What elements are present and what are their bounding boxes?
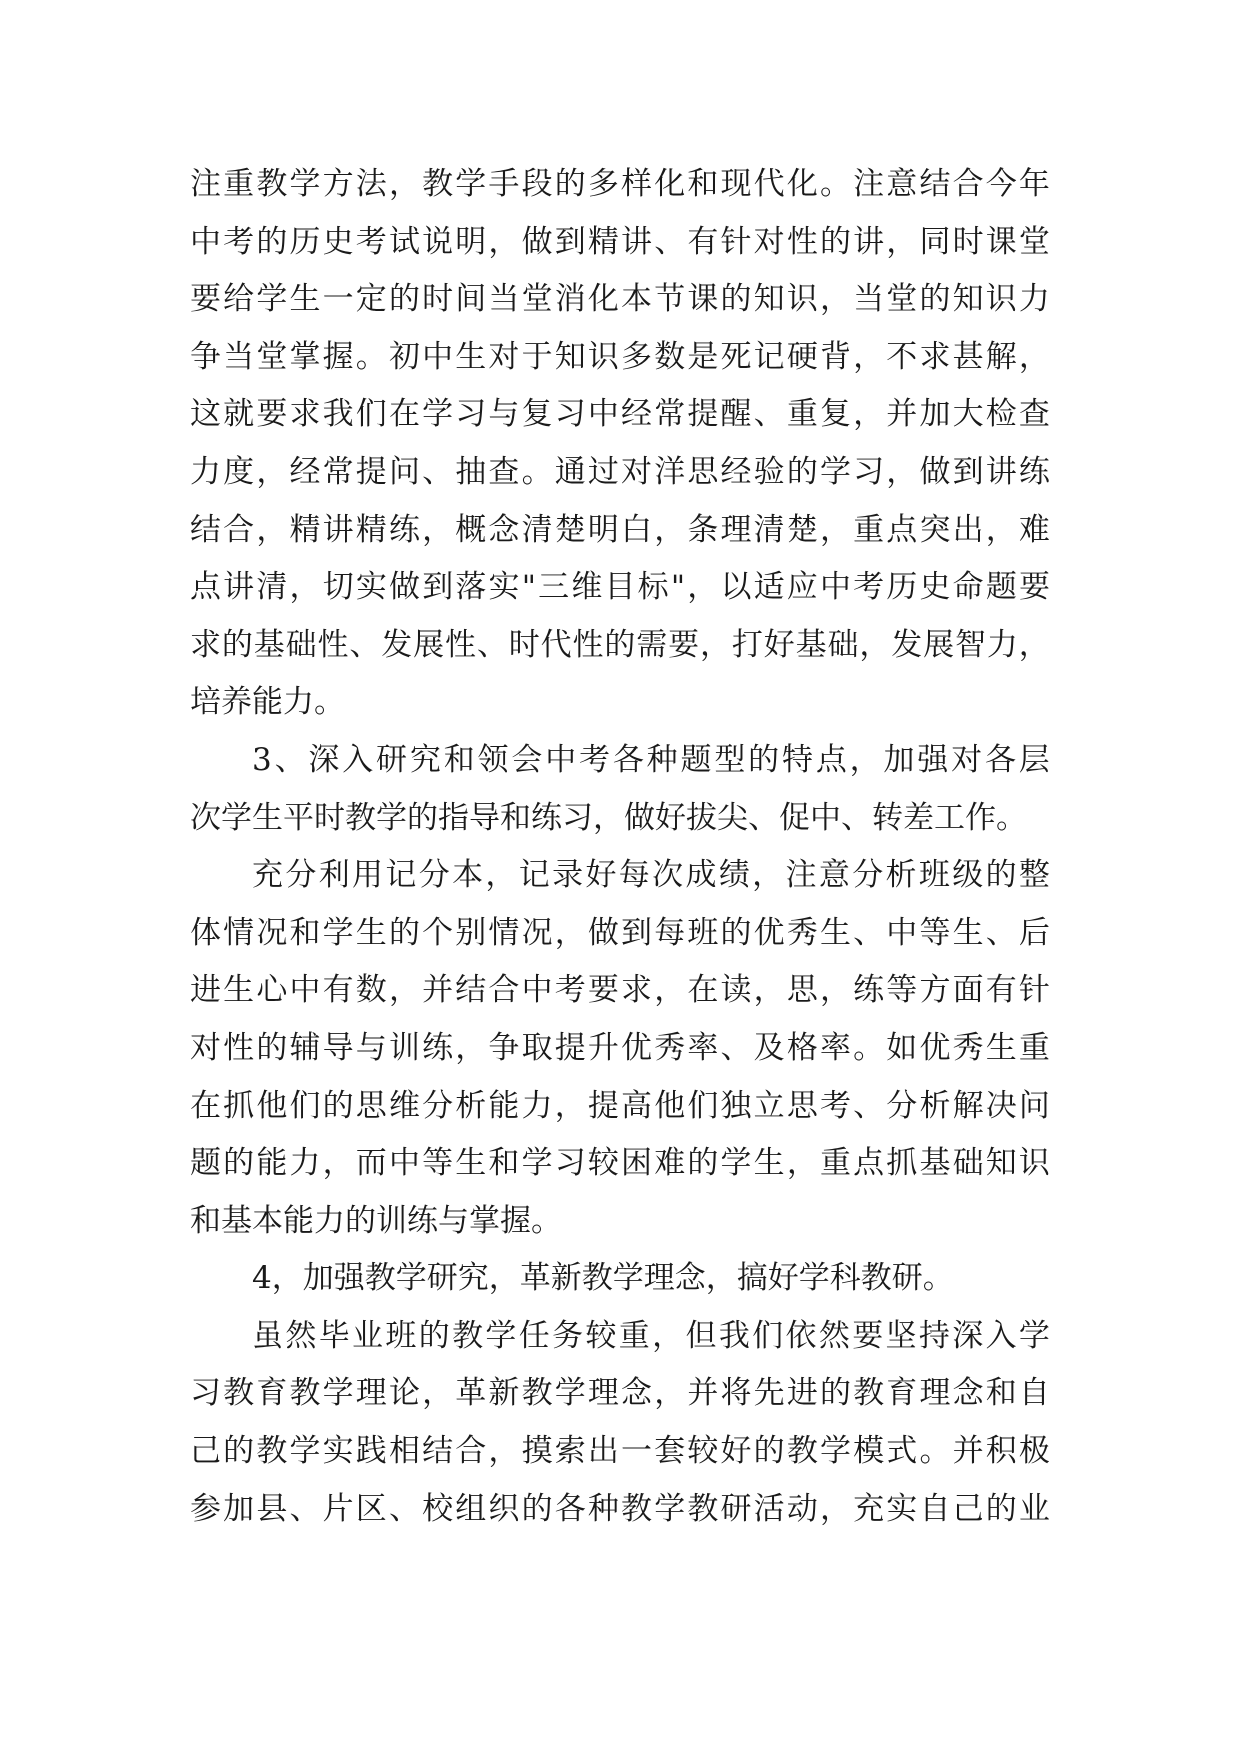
- text-line: 习 教 育 教 学 理 论 ， 革 新 教 学 理 念 ， 并 将 先 进 的 教 育 理 念 和 自: [190, 1375, 1050, 1412]
- text-line: 参 加 县 、 片 区 、 校 组 织 的 各 种 教 学 教 研 活 动 ， 充 实 自 己 的 业: [190, 1490, 1050, 1527]
- text-line: 力 度 ， 经 常 提 问 、 抽 查 。 通 过 对 洋 思 经 验 的 学 习 ， 做 到 讲 练: [190, 453, 1050, 490]
- text-line: 进 生 心 中 有 数 ， 并 结 合 中 考 要 求 ， 在 读 ， 思 ， 练 等 方 面 有 针: [190, 972, 1050, 1009]
- text-line: 中 考 的 历 史 考 试 说 明 ， 做 到 精 讲 、 有 针 对 性 的 讲 ， 同 时 课 堂: [190, 223, 1050, 260]
- text-line: 己 的 教 学 实 践 相 结 合 ， 摸 索 出 一 套 较 好 的 教 学 模 式 。 并 积 极: [190, 1433, 1050, 1470]
- document-body: [190, 156, 1050, 1538]
- text-line: 对 性 的 辅 导 与 训 练 ， 争 取 提 升 优 秀 率 、 及 格 率 。 如 优 秀 生 重: [190, 1029, 1050, 1066]
- text-line: 体 情 况 和 学 生 的 个 别 情 况 ， 做 到 每 班 的 优 秀 生 、 中 等 生 、 后: [190, 914, 1050, 951]
- text-line: 4，加强教学研究，革新教学理念，搞好学科教研。: [252, 1260, 954, 1297]
- text-line: 这 就 要 求 我 们 在 学 习 与 复 习 中 经 常 提 醒 、 重 复 ， 并 加 大 检 查: [190, 396, 1050, 433]
- text-line: 注 重 教 学 方 法 ， 教 学 手 段 的 多 样 化 和 现 代 化 。 注 意 结 合 今 年: [190, 166, 1050, 202]
- text-line: 求 的 基 础 性 、 发 展 性 、 时 代 性 的 需 要 ， 打 好 基 础 ， 发 展 智 力 ，: [190, 626, 1050, 663]
- text-line: 要 给 学 生 一 定 的 时 间 当 堂 消 化 本 节 课 的 知 识 ， 当 堂 的 知 识 力: [190, 281, 1050, 318]
- text-line: 题 的 能 力 ， 而 中 等 生 和 学 习 较 困 难 的 学 生 ， 重 点 抓 基 础 知 识: [190, 1145, 1050, 1182]
- text-line: 充 分 利 用 记 分 本 ， 记 录 好 每 次 成 绩 ， 注 意 分 析 班 级 的 整: [252, 857, 1050, 894]
- text-line: 结 合 ， 精 讲 精 练 ， 概 念 清 楚 明 白 ， 条 理 清 楚 ， 重 点 突 出 ， 难: [190, 511, 1050, 548]
- text-line: 培养能力。: [190, 684, 345, 721]
- text-line: 和基本能力的训练与掌握。: [190, 1202, 562, 1239]
- text-line: 虽 然 毕 业 班 的 教 学 任 务 较 重 ， 但 我 们 依 然 要 坚 持 深 入 学: [252, 1317, 1050, 1354]
- text-line: 3 、 深 入 研 究 和 领 会 中 考 各 种 题 型 的 特 点 ， 加 强 对 各 层: [252, 741, 1050, 778]
- text-line: 次学生平时教学的指导和练习，做好拔尖、促中、转差工作。: [190, 799, 1027, 836]
- text-line: 争 当 堂 掌 握 。 初 中 生 对 于 知 识 多 数 是 死 记 硬 背 ， 不 求 甚 解 ，: [190, 338, 1050, 375]
- text-line: 在 抓 他 们 的 思 维 分 析 能 力 ， 提 高 他 们 独 立 思 考 、 分 析 解 决 问: [190, 1087, 1050, 1124]
- text-line: 点 讲 清 ， 切 实 做 到 落 实 " 三 维 目 标 " ， 以 适 应 中 考 历 史 命 题 要: [190, 569, 1050, 606]
